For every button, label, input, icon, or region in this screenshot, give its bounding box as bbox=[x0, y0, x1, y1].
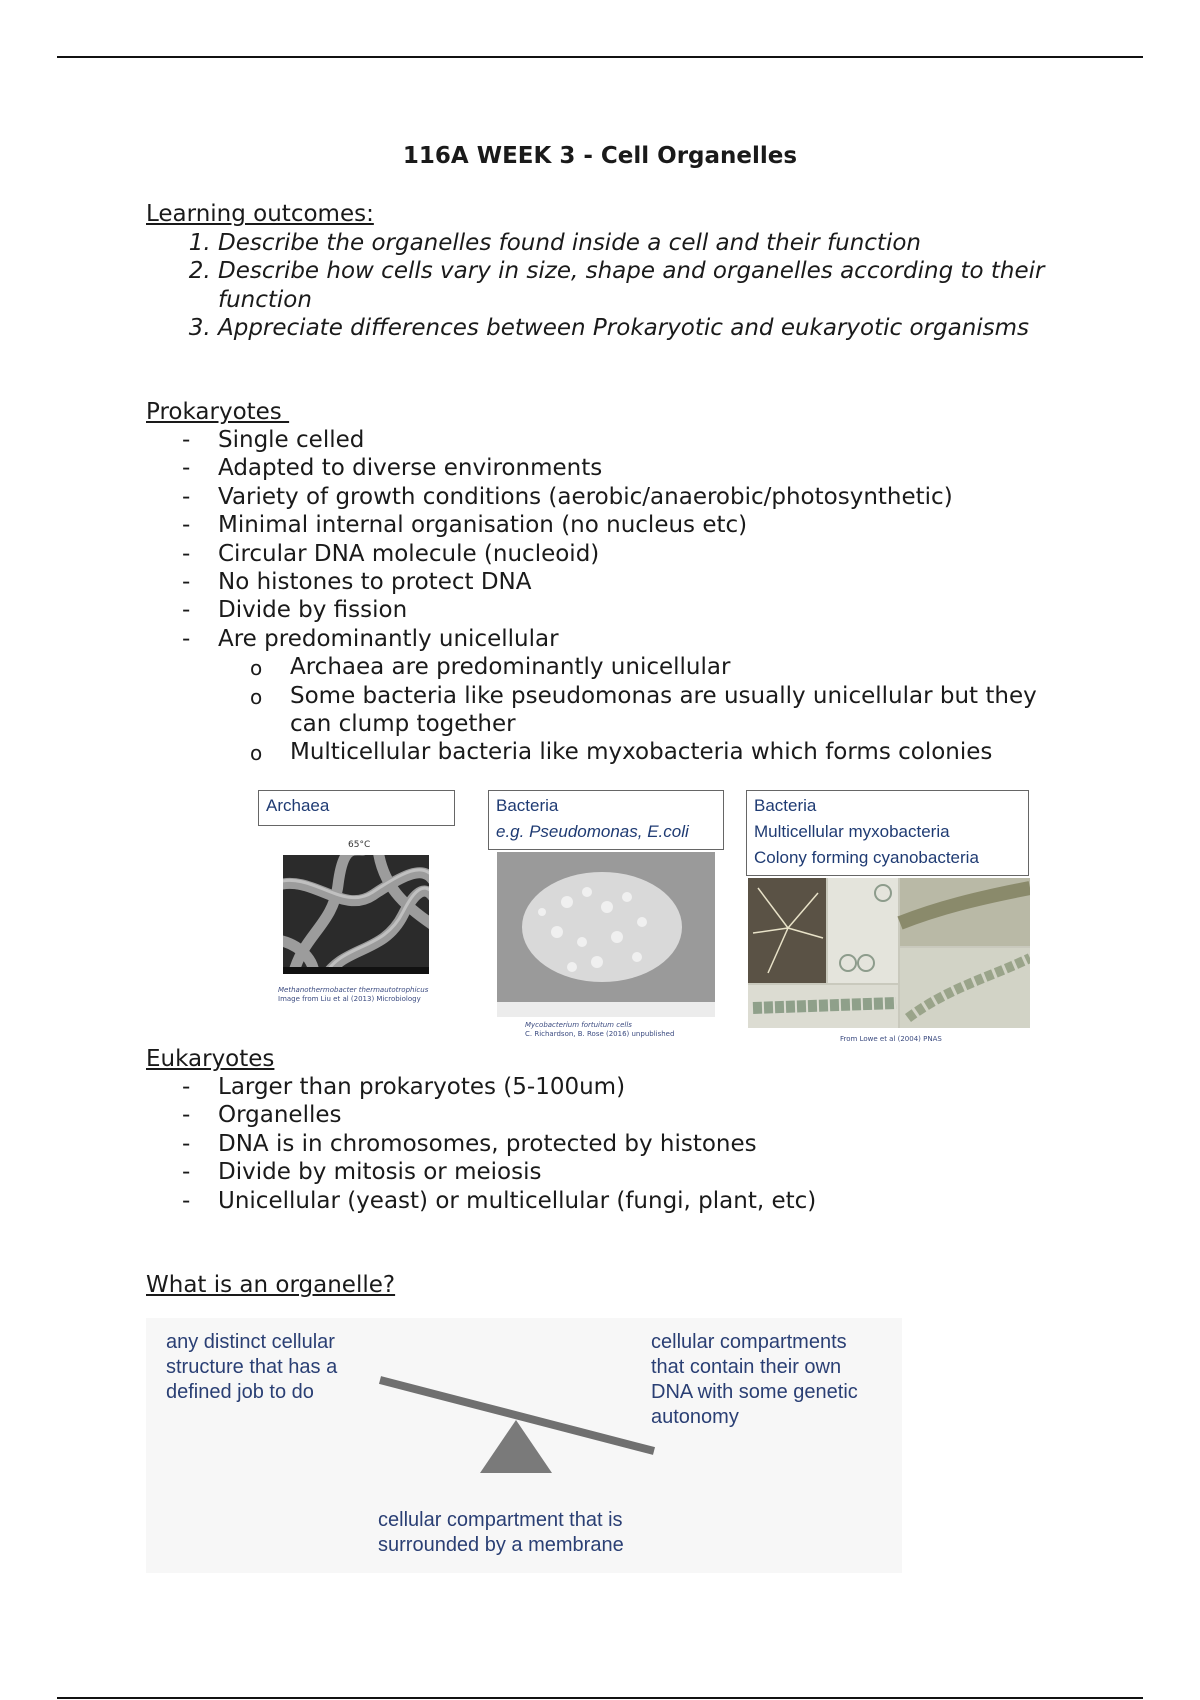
seesaw-right-text: cellular compartments that contain their own DNA with some genetic autonomy bbox=[651, 1331, 858, 1428]
archaea-temperature: 65°C bbox=[348, 840, 371, 850]
list-item: - Unicellular (yeast) or multicellular (fungi, plant, etc) bbox=[182, 1187, 817, 1214]
bacteria-label: Bacteria e.g. Pseudomonas, E.coli bbox=[488, 790, 724, 850]
prokaryotes-sublist bbox=[218, 653, 1046, 767]
multicellular-label: Bacteria Multicellular myxobacteria Colony forming cyanobacteria bbox=[746, 790, 1029, 876]
sub-list-item: o Multicellular bacteria like myxobacteria which forms colonies bbox=[250, 739, 993, 766]
prokaryotes-heading: Prokaryotes bbox=[146, 399, 290, 425]
prokaryote-figure bbox=[258, 790, 1033, 1045]
list-item: - Divide by mitosis or meiosis bbox=[182, 1159, 542, 1186]
sub-list-item: o Some bacteria like pseudomonas are usually unicellular but they can clump together bbox=[250, 682, 1037, 738]
outcome-item: 2. Describe how cells vary in size, shape and organelles according to their function bbox=[218, 257, 1118, 314]
learning-outcomes-heading: Learning outcomes: bbox=[146, 201, 374, 227]
bacteria-credit-source: C. Richardson, B. Rose (2016) unpublished bbox=[525, 1030, 675, 1038]
prokaryotes-list bbox=[146, 426, 1046, 767]
footer-rule bbox=[57, 1697, 1143, 1699]
learning-outcomes-list bbox=[146, 229, 1118, 343]
header-rule bbox=[57, 56, 1143, 58]
organelle-heading: What is an organelle? bbox=[146, 1272, 396, 1298]
seesaw-left-text: any distinct cellular structure that has a defined job to do bbox=[166, 1331, 338, 1403]
eukaryotes-heading: Eukaryotes bbox=[146, 1046, 275, 1072]
eukaryotes-list bbox=[146, 1073, 1046, 1215]
outcome-item: 1. Describe the organelles found inside a cell and their function bbox=[218, 229, 1118, 257]
list-item: - Single celled bbox=[182, 427, 365, 453]
list-item: - Minimal internal organisation (no nucleus etc) bbox=[182, 512, 748, 539]
list-item: - Variety of growth conditions (aerobic/anaerobic/photosynthetic) bbox=[182, 483, 953, 510]
archaea-micrograph bbox=[283, 855, 429, 974]
list-item: - Organelles bbox=[182, 1102, 342, 1129]
bacteria-credit-species: Mycobacterium fortuitum cells bbox=[525, 1021, 632, 1029]
list-item: - Adapted to diverse environments bbox=[182, 455, 603, 482]
list-item: - Circular DNA molecule (nucleoid) bbox=[182, 540, 600, 567]
page-title: 116A WEEK 3 - Cell Organelles bbox=[402, 143, 798, 169]
list-item: - Divide by fission bbox=[182, 597, 408, 624]
sub-list-item: o Archaea are predominantly unicellular bbox=[250, 654, 731, 681]
multicellular-credit: From Lowe et al (2004) PNAS bbox=[840, 1035, 942, 1043]
list-item: - Larger than prokaryotes (5-100um) bbox=[182, 1074, 626, 1100]
archaea-credit-species: Methanothermobacter thermautotrophicus bbox=[278, 986, 429, 994]
outcome-item: 3. Appreciate differences between Prokaryotic and eukaryotic organisms bbox=[218, 314, 1118, 342]
seesaw-fulcrum bbox=[480, 1420, 552, 1473]
list-item: - DNA is in chromosomes, protected by histones bbox=[182, 1130, 757, 1157]
list-item: - No histones to protect DNA bbox=[182, 569, 532, 596]
archaea-label: Archaea bbox=[258, 790, 455, 826]
seesaw-bottom-text: cellular compartment that is surrounded by a membrane bbox=[378, 1509, 624, 1556]
organelle-seesaw-figure bbox=[146, 1318, 902, 1573]
multicellular-micrographs bbox=[748, 878, 1030, 1028]
archaea-credit-source: Image from Liu et al (2013) Microbiology bbox=[278, 995, 421, 1003]
list-item: - Are predominantly unicellular o Archaea are predominantly unicellular o Some bacteria like pseudomonas are usually unicellular but they can clump together o Multicellular bacteria like myxobacteria which forms colonies bbox=[146, 625, 1046, 767]
bacteria-micrograph bbox=[497, 852, 715, 1017]
